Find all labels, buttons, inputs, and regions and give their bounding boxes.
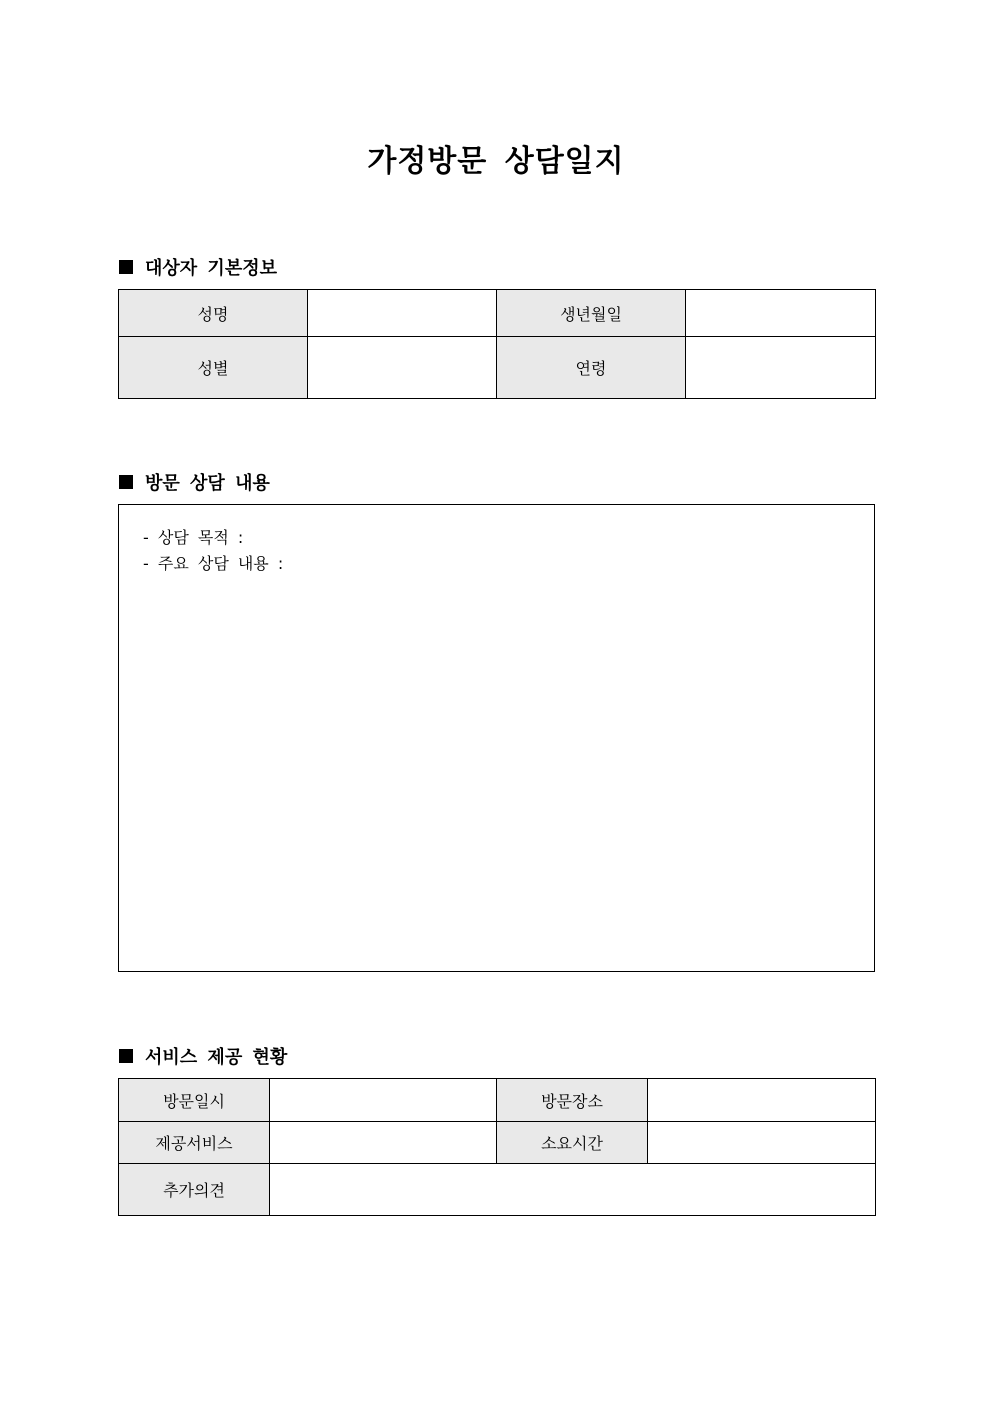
consultation-content-box[interactable] [118, 504, 875, 972]
service-provided-field[interactable] [270, 1122, 497, 1164]
section-heading-label: 대상자 기본정보 [145, 258, 277, 279]
basic-info-table [118, 289, 876, 399]
table-row [119, 1122, 876, 1164]
name-field[interactable] [308, 290, 497, 337]
additional-comments-label: 추가의견 [119, 1164, 270, 1216]
square-bullet-icon [119, 475, 133, 489]
page-title: 가정방문 상담일지 [367, 144, 625, 179]
visit-place-field[interactable] [648, 1079, 876, 1122]
service-provided-label: 제공서비스 [119, 1122, 270, 1164]
duration-field[interactable] [648, 1122, 876, 1164]
visit-place-label: 방문장소 [497, 1079, 648, 1122]
additional-comments-field[interactable] [270, 1164, 876, 1216]
consultation-details-line: - 주요 상담 내용 : [143, 554, 284, 573]
duration-label: 소요시간 [497, 1122, 648, 1164]
age-label: 연령 [497, 337, 686, 399]
table-row [119, 290, 876, 337]
table-row [119, 1164, 876, 1216]
square-bullet-icon [119, 260, 133, 274]
table-row [119, 337, 876, 399]
visit-datetime-label: 방문일시 [119, 1079, 270, 1122]
gender-field[interactable] [308, 337, 497, 399]
section-heading-basic-info [119, 254, 277, 280]
age-field[interactable] [686, 337, 876, 399]
visit-datetime-field[interactable] [270, 1079, 497, 1122]
table-row [119, 1079, 876, 1122]
section-heading-consultation [119, 469, 270, 495]
birthdate-label: 생년월일 [497, 290, 686, 337]
birthdate-field[interactable] [686, 290, 876, 337]
name-label: 성명 [119, 290, 308, 337]
consultation-purpose-line: - 상담 목적 : [143, 528, 244, 547]
section-heading-label: 방문 상담 내용 [145, 473, 270, 494]
square-bullet-icon [119, 1049, 133, 1063]
gender-label: 성별 [119, 337, 308, 399]
section-heading-service [119, 1043, 287, 1069]
service-table [118, 1078, 876, 1216]
section-heading-label: 서비스 제공 현황 [145, 1047, 288, 1068]
